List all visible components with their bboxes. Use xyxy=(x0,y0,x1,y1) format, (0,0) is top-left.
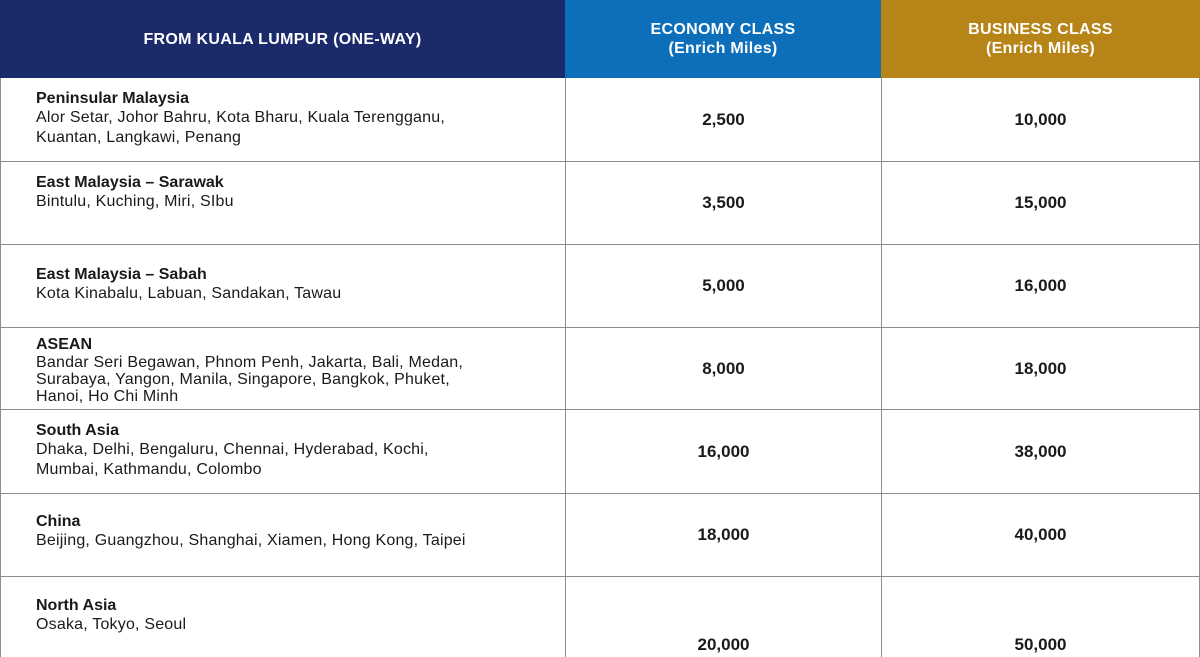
region-name: East Malaysia – Sarawak xyxy=(36,174,224,191)
city-list: Osaka, Tokyo, Seoul xyxy=(36,616,187,633)
table-header xyxy=(0,0,1200,78)
city-list: Kota Kinabalu, Labuan, Sandakan, Tawau xyxy=(36,285,342,302)
economy-header-sub: (Enrich Miles) xyxy=(668,40,778,57)
region-name: North Asia xyxy=(36,597,117,614)
region-name: China xyxy=(36,513,81,530)
region-name: ASEAN xyxy=(36,336,93,353)
destination-cell xyxy=(0,577,565,657)
economy-miles: 2,500 xyxy=(565,78,881,161)
region-name: Peninsular Malaysia xyxy=(36,90,189,107)
destination-cell xyxy=(0,245,565,327)
economy-miles: 3,500 xyxy=(565,162,881,244)
destination-cell xyxy=(0,494,565,576)
table-row xyxy=(0,78,1200,162)
business-miles: 18,000 xyxy=(881,328,1200,409)
business-header-label: BUSINESS CLASS xyxy=(968,21,1113,38)
economy-miles: 8,000 xyxy=(565,328,881,409)
business-header-sub: (Enrich Miles) xyxy=(985,40,1096,57)
business-header xyxy=(881,0,1200,78)
economy-miles: 18,000 xyxy=(565,494,881,576)
route-header xyxy=(0,0,565,78)
table-row xyxy=(0,328,1200,410)
destination-cell xyxy=(0,78,565,161)
region-name: South Asia xyxy=(36,422,119,439)
destination-cell xyxy=(0,410,565,493)
economy-miles: 5,000 xyxy=(565,245,881,327)
business-miles: 10,000 xyxy=(881,78,1200,161)
business-miles: 16,000 xyxy=(881,245,1200,327)
destination-cell xyxy=(0,162,565,244)
economy-miles: 16,000 xyxy=(565,410,881,493)
city-list: Bintulu, Kuching, Miri, SIbu xyxy=(36,193,234,210)
region-name: East Malaysia – Sabah xyxy=(36,266,207,283)
city-list: Alor Setar, Johor Bahru, Kota Bharu, Kuala Terengganu, Kuantan, Langkawi, Penang xyxy=(36,109,445,146)
table-row xyxy=(0,162,1200,245)
table-row xyxy=(0,245,1200,328)
economy-header-label: ECONOMY CLASS xyxy=(650,21,796,38)
table-row xyxy=(0,577,1200,657)
city-list: Beijing, Guangzhou, Shanghai, Xiamen, Hong Kong, Taipei xyxy=(36,532,466,549)
destination-cell xyxy=(0,328,565,409)
table-row xyxy=(0,410,1200,494)
economy-miles: 20,000 xyxy=(565,577,881,657)
business-miles: 50,000 xyxy=(881,577,1200,657)
city-list: Bandar Seri Begawan, Phnom Penh, Jakarta, Bali, Medan, Surabaya, Yangon, Manila, Singapore, Bangkok, Phuket, Hanoi, Ho Chi Minh xyxy=(36,354,464,405)
route-header-label: FROM KUALA LUMPUR (ONE-WAY) xyxy=(143,30,422,48)
economy-header xyxy=(565,0,881,78)
business-miles: 40,000 xyxy=(881,494,1200,576)
business-miles: 15,000 xyxy=(881,162,1200,244)
table-row xyxy=(0,494,1200,577)
business-miles: 38,000 xyxy=(881,410,1200,493)
city-list: Dhaka, Delhi, Bengaluru, Chennai, Hyderabad, Kochi, Mumbai, Kathmandu, Colombo xyxy=(36,441,429,478)
